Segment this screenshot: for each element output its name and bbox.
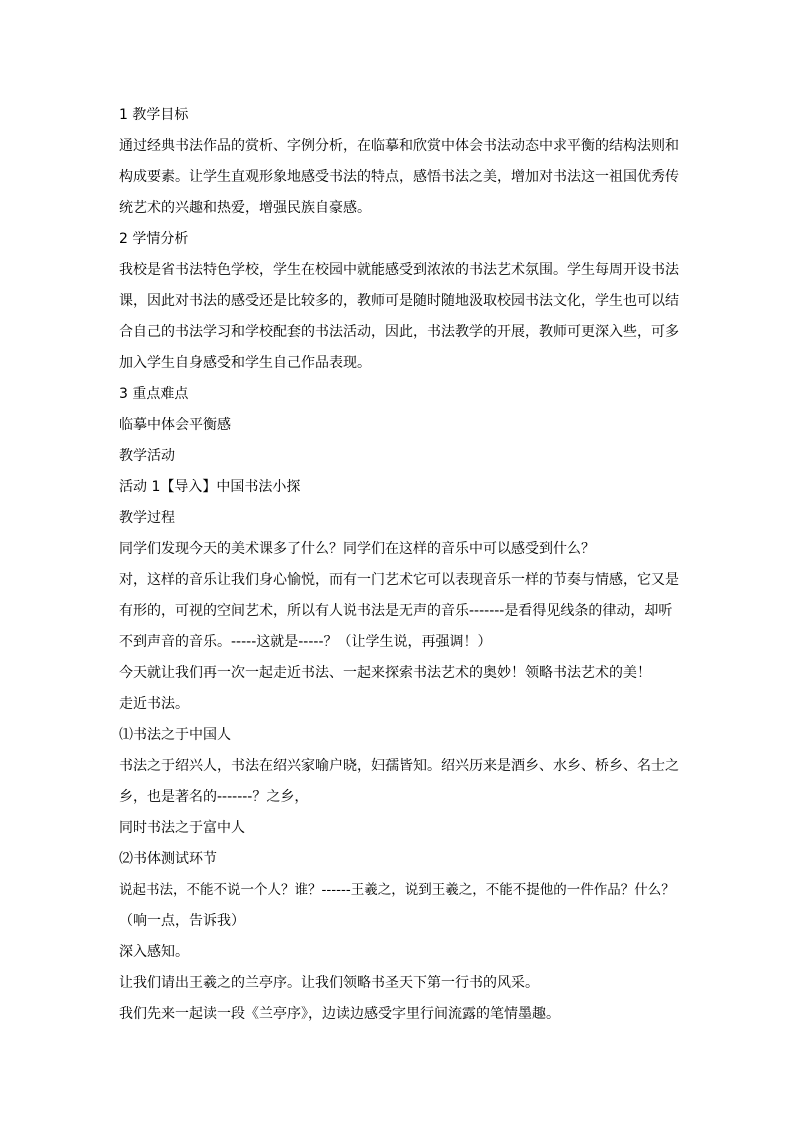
- paragraph-line: 有形的，可视的空间艺术，所以有人说书法是无声的音乐-------是看得见线条的律动，却听: [119, 603, 673, 619]
- paragraph-line: 合自己的书法学习和学校配套的书法活动，因此，书法教学的开展，教师可更深入些，可多: [119, 324, 679, 340]
- paragraph-line: 课，因此对书法的感受还是比较多的，教师可是随时随地汲取校园书法文化，学生也可以结: [119, 293, 679, 309]
- paragraph-line: 书法之于绍兴人，书法在绍兴家喻户晓，妇孺皆知。绍兴历来是酒乡、水乡、桥乡、名士之: [119, 758, 679, 774]
- paragraph-line: 对，这样的音乐让我们身心愉悦，而有一门艺术它可以表现音乐一样的节奏与情感，它又是: [119, 572, 679, 588]
- paragraph-line: 走近书法。: [119, 696, 189, 712]
- paragraph-line: 同学们发现今天的美术课多了什么？同学们在这样的音乐中可以感受到什么？: [119, 541, 595, 557]
- paragraph-line: 我校是省书法特色学校，学生在校园中就能感受到浓浓的书法艺术氛围。学生每周开设书法: [119, 262, 679, 278]
- section-heading-key-points: 3 重点难点: [119, 386, 189, 402]
- paragraph-line: 统艺术的兴趣和热爱，增强民族自豪感。: [119, 200, 371, 216]
- paragraph-line: 临摹中体会平衡感: [119, 417, 231, 433]
- paragraph-line: 让我们请出王羲之的兰亭序。让我们领略书圣天下第一行书的风采。: [119, 975, 539, 991]
- paragraph-line: 通过经典书法作品的赏析、字例分析，在临摹和欣赏中体会书法动态中求平衡的结构法则和: [119, 138, 679, 154]
- paragraph-line: 说起书法，不能不说一个人？谁？------王羲之，说到王羲之，不能不提他的一件作品？什么？: [119, 882, 675, 898]
- paragraph-line: 加入学生自身感受和学生自己作品表现。: [119, 355, 371, 371]
- paragraph-line: 同时书法之于富中人: [119, 820, 245, 836]
- section-heading-process: 教学过程: [119, 510, 175, 526]
- paragraph-line: 乡，也是著名的-------？之乡，: [119, 789, 309, 805]
- paragraph-line: 构成要素。让学生直观形象地感受书法的特点，感悟书法之美，增加对书法这一祖国优秀传: [119, 169, 679, 185]
- paragraph-line: 我们先来一起读一段《兰亭序》，边读边感受字里行间流露的笔情墨趣。: [119, 1006, 560, 1022]
- numbered-item: ⑵书体测试环节: [119, 851, 217, 867]
- activity-title: 活动 1【导入】中国书法小探: [119, 479, 301, 495]
- paragraph-line: 今天就让我们再一次一起走近书法、一起来探索书法艺术的奥妙！领略书法艺术的美！: [119, 665, 651, 681]
- paragraph-line: 深入感知。: [119, 944, 189, 960]
- paragraph-line: （响一点，告诉我）: [119, 913, 245, 929]
- numbered-item: ⑴书法之于中国人: [119, 727, 231, 743]
- paragraph-line: 不到声音的音乐。-----这就是-----？（让学生说，再强调！）: [119, 634, 492, 650]
- section-heading-activities: 教学活动: [119, 448, 175, 464]
- section-heading-teaching-goals: 1 教学目标: [119, 107, 189, 123]
- document-body: [119, 100, 679, 1030]
- section-heading-student-analysis: 2 学情分析: [119, 231, 189, 247]
